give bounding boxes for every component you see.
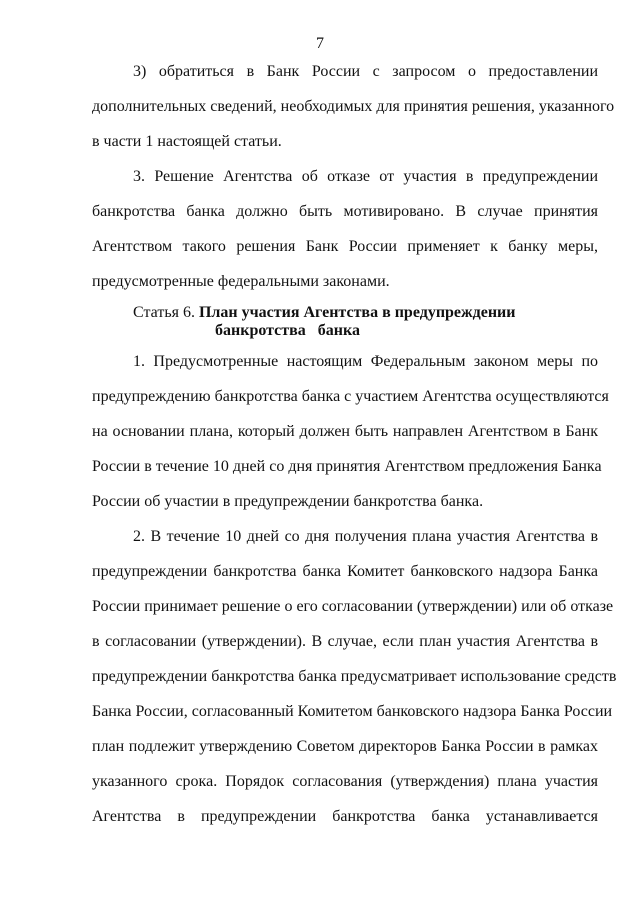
text-line: предупреждению банкротства банка с участием Агентства осуществляются [92, 388, 609, 405]
article-title-cont: банкротства банка [215, 322, 360, 339]
text-line: России в течение 10 дней со дня принятия Агентством предложения Банка [92, 458, 602, 475]
text-line: 3) обратиться в Банк России с запросом о предоставлении [133, 63, 598, 80]
text-line: России принимает решение о его согласовании (утверждении) или об отказе [92, 598, 614, 615]
page-number: 7 [316, 35, 324, 52]
text-line: Банка России, согласованный Комитетом банковского надзора Банка России [92, 703, 613, 720]
text-line: банкротства банка должно быть мотивировано. В случае принятия [92, 203, 598, 220]
paragraph-part-3 [92, 159, 598, 299]
text-line: России об участии в предупреждении банкротства банка. [92, 493, 484, 510]
paragraph-item-3 [92, 54, 615, 159]
text-line: на основании плана, который должен быть направлен Агентством в Банк [92, 423, 598, 440]
article-title: План участия Агентства в предупреждении [198, 304, 516, 321]
article-heading [133, 304, 598, 340]
paragraph-part-1 [92, 344, 609, 519]
document-body [92, 54, 617, 834]
text-line: в согласовании (утверждении). В случае, если план участия Агентства в [92, 633, 598, 650]
text-line: в части 1 настоящей статьи. [92, 133, 282, 150]
text-line: предусмотренные федеральными законами. [92, 273, 390, 290]
article-label: Статья 6. [133, 304, 199, 321]
text-line: 3. Решение Агентства об отказе от участия в предупреждении [133, 168, 598, 185]
text-line: указанного срока. Порядок согласования (утверждения) плана участия [92, 773, 598, 790]
text-line: предупреждении банкротства банка Комитет банковского надзора Банка [92, 563, 598, 580]
text-line: план подлежит утверждению Советом директоров Банка России в рамках [92, 738, 598, 755]
text-line: Агентством такого решения Банк России применяет к банку меры, [92, 238, 598, 255]
text-line: дополнительных сведений, необходимых для принятия решения, указанного [92, 98, 615, 115]
text-line: предупреждении банкротства банка предусматривает использование средств [92, 668, 617, 685]
paragraph-part-2 [92, 519, 617, 834]
text-line: 1. Предусмотренные настоящим Федеральным законом меры по [133, 353, 598, 370]
text-line: 2. В течение 10 дней со дня получения плана участия Агентства в [133, 528, 598, 545]
text-line: Агентства в предупреждении банкротства банка устанавливается [92, 808, 598, 825]
